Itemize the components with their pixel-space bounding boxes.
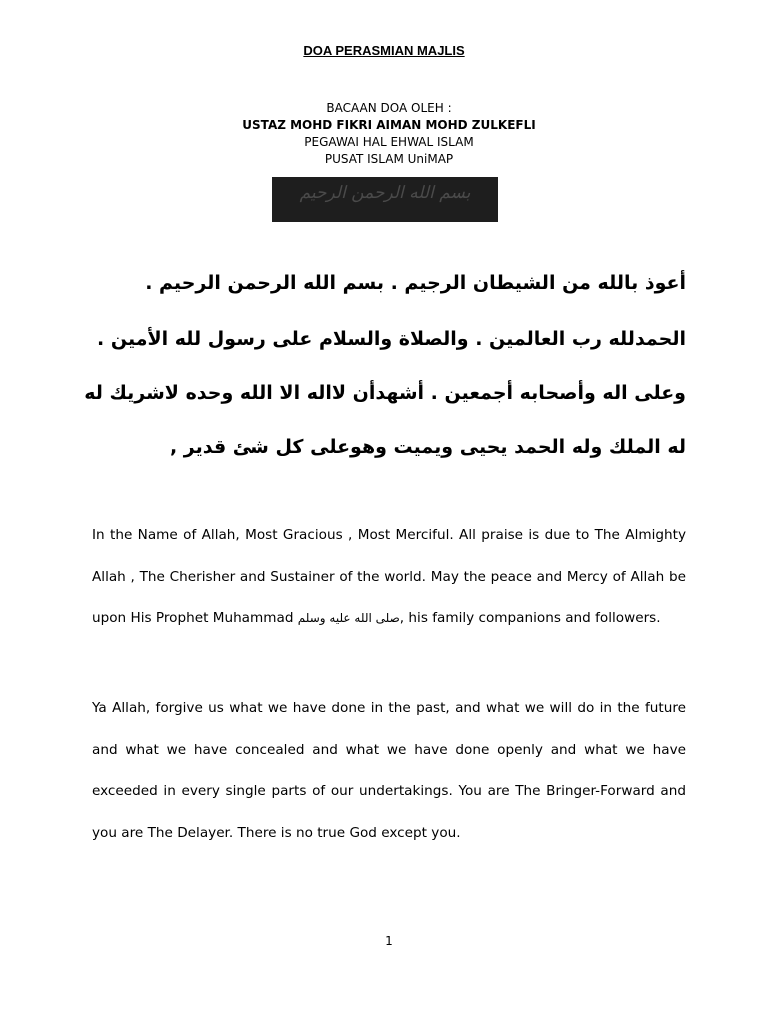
paragraph1-text-before: In the Name of Allah, Most Gracious , Most Merciful. All praise is due to The Almighty Allah , The Cherisher and Sustainer of the world. May the peace and Mercy of Allah be upon His Prophet Muhammad [92, 527, 686, 626]
paragraph1-text-after: , his family companions and followers. [399, 610, 661, 626]
english-translation-paragraph-2: Ya Allah, forgive us what we have done in the past, and what we will do in the future and what we have concealed and what we have done openly and what we have exceeded in every single parts of our undertakings. You are The Bringer-Forward and you are The Delayer. There is no true God except you. [92, 700, 686, 841]
reciter-info-line1: BACAAN DOA OLEH : [326, 101, 452, 115]
reciter-name: USTAZ MOHD FIKRI AIMAN MOHD ZULKEFLI [242, 118, 536, 132]
document-title-text: DOA PERASMIAN MAJLIS [303, 43, 465, 58]
english-translation-paragraph-1 [92, 515, 686, 640]
arabic-prayer-line-1: أعوذ بالله من الشيطان الرجيم . بسم الله الرحمن الرحيم . [145, 272, 686, 294]
reciter-info [0, 100, 768, 168]
reciter-organization: PUSAT ISLAM UniMAP [324, 152, 454, 166]
document-title [0, 43, 768, 58]
bismillah-calligraphy-text: بسم الله الرحمن الرحيم [299, 183, 471, 203]
reciter-position: PEGAWAI HAL EHWAL ISLAM [304, 135, 474, 149]
bismillah-calligraphy-banner [272, 177, 498, 222]
arabic-prayer-line-2: الحمدلله رب العالمين . والصلاة والسلام على رسول لله الأمين . [97, 328, 686, 350]
salawat-arabic: صلى الله عليه وسلم [297, 611, 400, 625]
arabic-prayer-line-4: له الملك وله الحمد يحيى ويميت وهوعلى كل شئ قدير , [169, 436, 686, 458]
page-number: 1 [385, 934, 393, 948]
arabic-prayer-line-3: وعلى اله وأصحابه أجمعين . أشهدأن لااله الا الله وحده لاشريك له [84, 382, 686, 404]
